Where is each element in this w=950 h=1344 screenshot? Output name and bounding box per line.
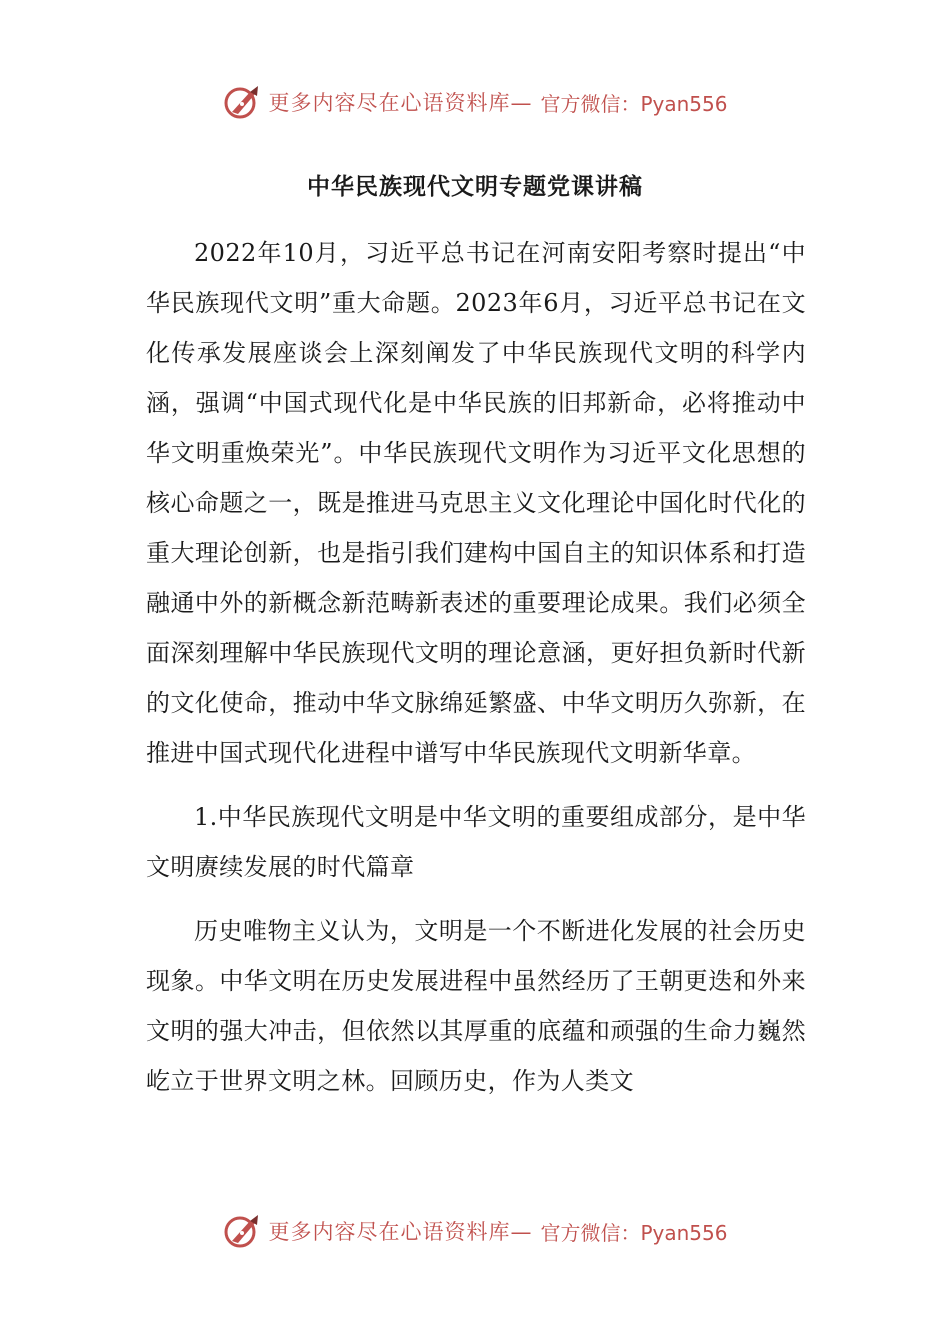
banner-wechat-text: 官方微信：Pyan556: [540, 91, 728, 116]
banner-main-text: 更多内容尽在心语资料库—: [268, 1220, 533, 1244]
section-heading: 1.中华民族现代文明是中华文明的重要组成部分，是中华文明赓续发展的时代篇章: [146, 803, 806, 881]
intro-paragraph: 2022年10月，习近平总书记在河南安阳考察时提出“中华民族现代文明”重大命题。2023年6月，习近平总书记在文化传承发展座谈会上深刻阐发了中华民族现代文明的科学内涵，强调“中国式现代化是中华民族的旧邦新命，必将推动中华文明重焕荣光”。中华民族现代文明作为习近平文化思想的核心命题之一，既是推进马克思主义文化理论中国化时代化的重大理论创新，也是指引我们建构中国自主的知识体系和打造融通中外的新概念新范畴新表述的重要理论成果。我们必须全面深刻理解中华民族现代文明的理论意涵，更好担负新时代新的文化使命，推动中华文脉绵延繁盛、中华文明历久弥新，在推进中国式现代化进程中谱写中华民族现代文明新华章。: [146, 239, 806, 767]
pen-nib-logo-icon: [222, 82, 262, 122]
pen-nib-logo-icon: [222, 1211, 262, 1251]
header-watermark-banner: [0, 80, 950, 124]
document-title: 中华民族现代文明专题党课讲稿: [307, 174, 643, 200]
banner-main-text: 更多内容尽在心语资料库—: [268, 91, 533, 115]
body-paragraph: 历史唯物主义认为，文明是一个不断进化发展的社会历史现象。中华文明在历史发展进程中虽然经历了王朝更迭和外来文明的强大冲击，但依然以其厚重的底蕴和顽强的生命力巍然屹立于世界文明之林。回顾历史，作为人类文: [146, 917, 806, 1095]
footer-watermark-banner: [0, 1209, 950, 1253]
document-body: [146, 228, 806, 1106]
banner-wechat-text: 官方微信：Pyan556: [540, 1220, 728, 1245]
